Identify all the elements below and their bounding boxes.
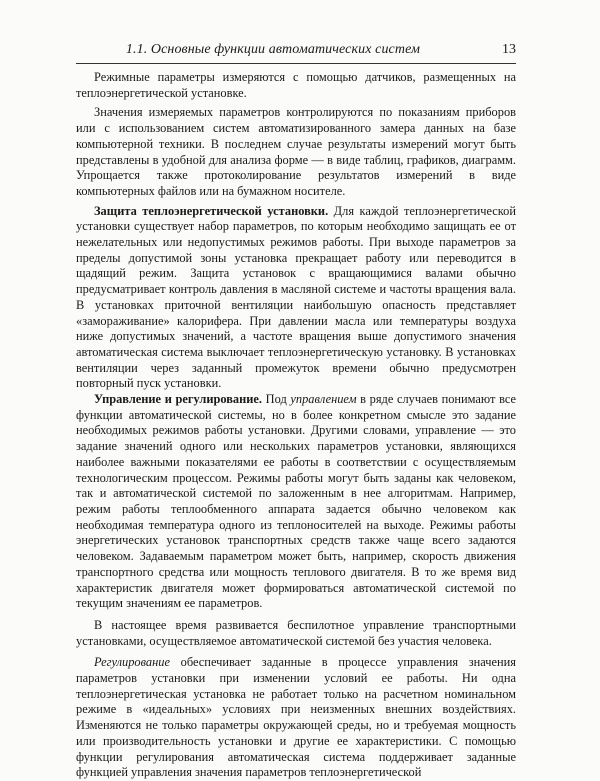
paragraph-heading: Защита теплоэнергетической установки. (94, 203, 329, 218)
paragraph-text: в ряде случаев понимают все функции автоматической системы, но в более конкретном смысле это задание необходимых режимов работы установки. Другими словами, управление — это задание значений одного или нескольких параметров установки, являющихся наиболее важными показателями ее работы в соответствии с осуществляемым технологическим процессом. Режимы работы могут быть заданы как человеком, так и автоматической системой по заложенным в нее алгоритмам. Например, режим работы теплообменного аппарата задается обычно человеком как необходимая температура одного из теплоносителей на выходе. Режимы работы энергетических установок транспортных средств также чаще всего задаются человеком. Задаваемым параметром может быть, например, скорость движения транспортного средства или мощность теплового двигателя. В то же время вид характеристик двигателя может формироваться автоматической системой по текущим значениям ее параметров. (76, 392, 516, 611)
paragraph-text: Под (262, 392, 291, 407)
paragraph-text: В настоящее время развивается беспилотное управление транспортными установками, осуществляемое автоматической системой без участия человека. (76, 617, 516, 648)
paragraph-protection (76, 204, 516, 392)
page-body (76, 70, 516, 781)
italic-term: Регулирование (94, 655, 170, 670)
paragraph-regulation (76, 655, 516, 781)
paragraph-text: Режимные параметры измеряются с помощью датчиков, размещенных на теплоэнергетической установке. (76, 70, 516, 100)
running-header (76, 40, 516, 62)
paragraph-text: Для каждой теплоэнергетической установки существует набор параметров, по которым необходимо защищать ее от нежелательных или недопустимых режимов работы. При выходе параметров за пределы допустимой зоны установка прекращает работу или переводится в щадящий режим. Защита установок с вращающимися валами обычно предусматривает контроль давления в масляной системе и частоты вращения вала. В установках приточной вентиляции наибольшую опасность представляет «замораживание» калорифера. При давлении масла или температуры воздуха ниже допустимых значений, а частоте вращения выше допустимого значения автоматическая система выключает теплоэнергетическую установку. В установках вентиляции через заданный промежуток времени обычно предусмотрен повторный пуск установки. (76, 203, 516, 391)
section-title: 1.1. Основные функции автоматических систем (125, 42, 421, 57)
paragraph-text: Значения измеряемых параметров контролируются по показаниям приборов или с использованием систем автоматизированного замера данных на базе компьютерной техники. В последнем случае результаты измерений могут быть представлены в удобной для анализа форме — в виде таблиц, графиков, диаграмм. Упрощается также протоколирование результатов измерений в виде компьютерных файлов или на бумажном носителе. (76, 105, 516, 198)
paragraph-control (76, 392, 516, 612)
page-number: 13 (502, 42, 516, 57)
italic-term: управлением (290, 392, 357, 407)
paragraph-sensors (76, 70, 516, 101)
header-rule (76, 63, 516, 64)
paragraph-heading: Управление и регулирование. (94, 392, 263, 407)
paragraph-measurement (76, 105, 516, 199)
paragraph-unmanned (76, 618, 516, 649)
paragraph-text: обеспечивает заданные в процессе управления значения параметров установки при изменении условий ее работы. Ни одна теплоэнергетическая установка не работает только на расчетном номинальном режиме в «идеальных» условиях при неизменных внешних воздействиях. Изменяются не только параметры окружающей среды, но и требуемая мощность или производительность установки и другие ее характеристики. С помощью функции регулирования автоматическая система поддерживает заданные функцией управления значения параметров теплоэнергетической (76, 655, 516, 780)
